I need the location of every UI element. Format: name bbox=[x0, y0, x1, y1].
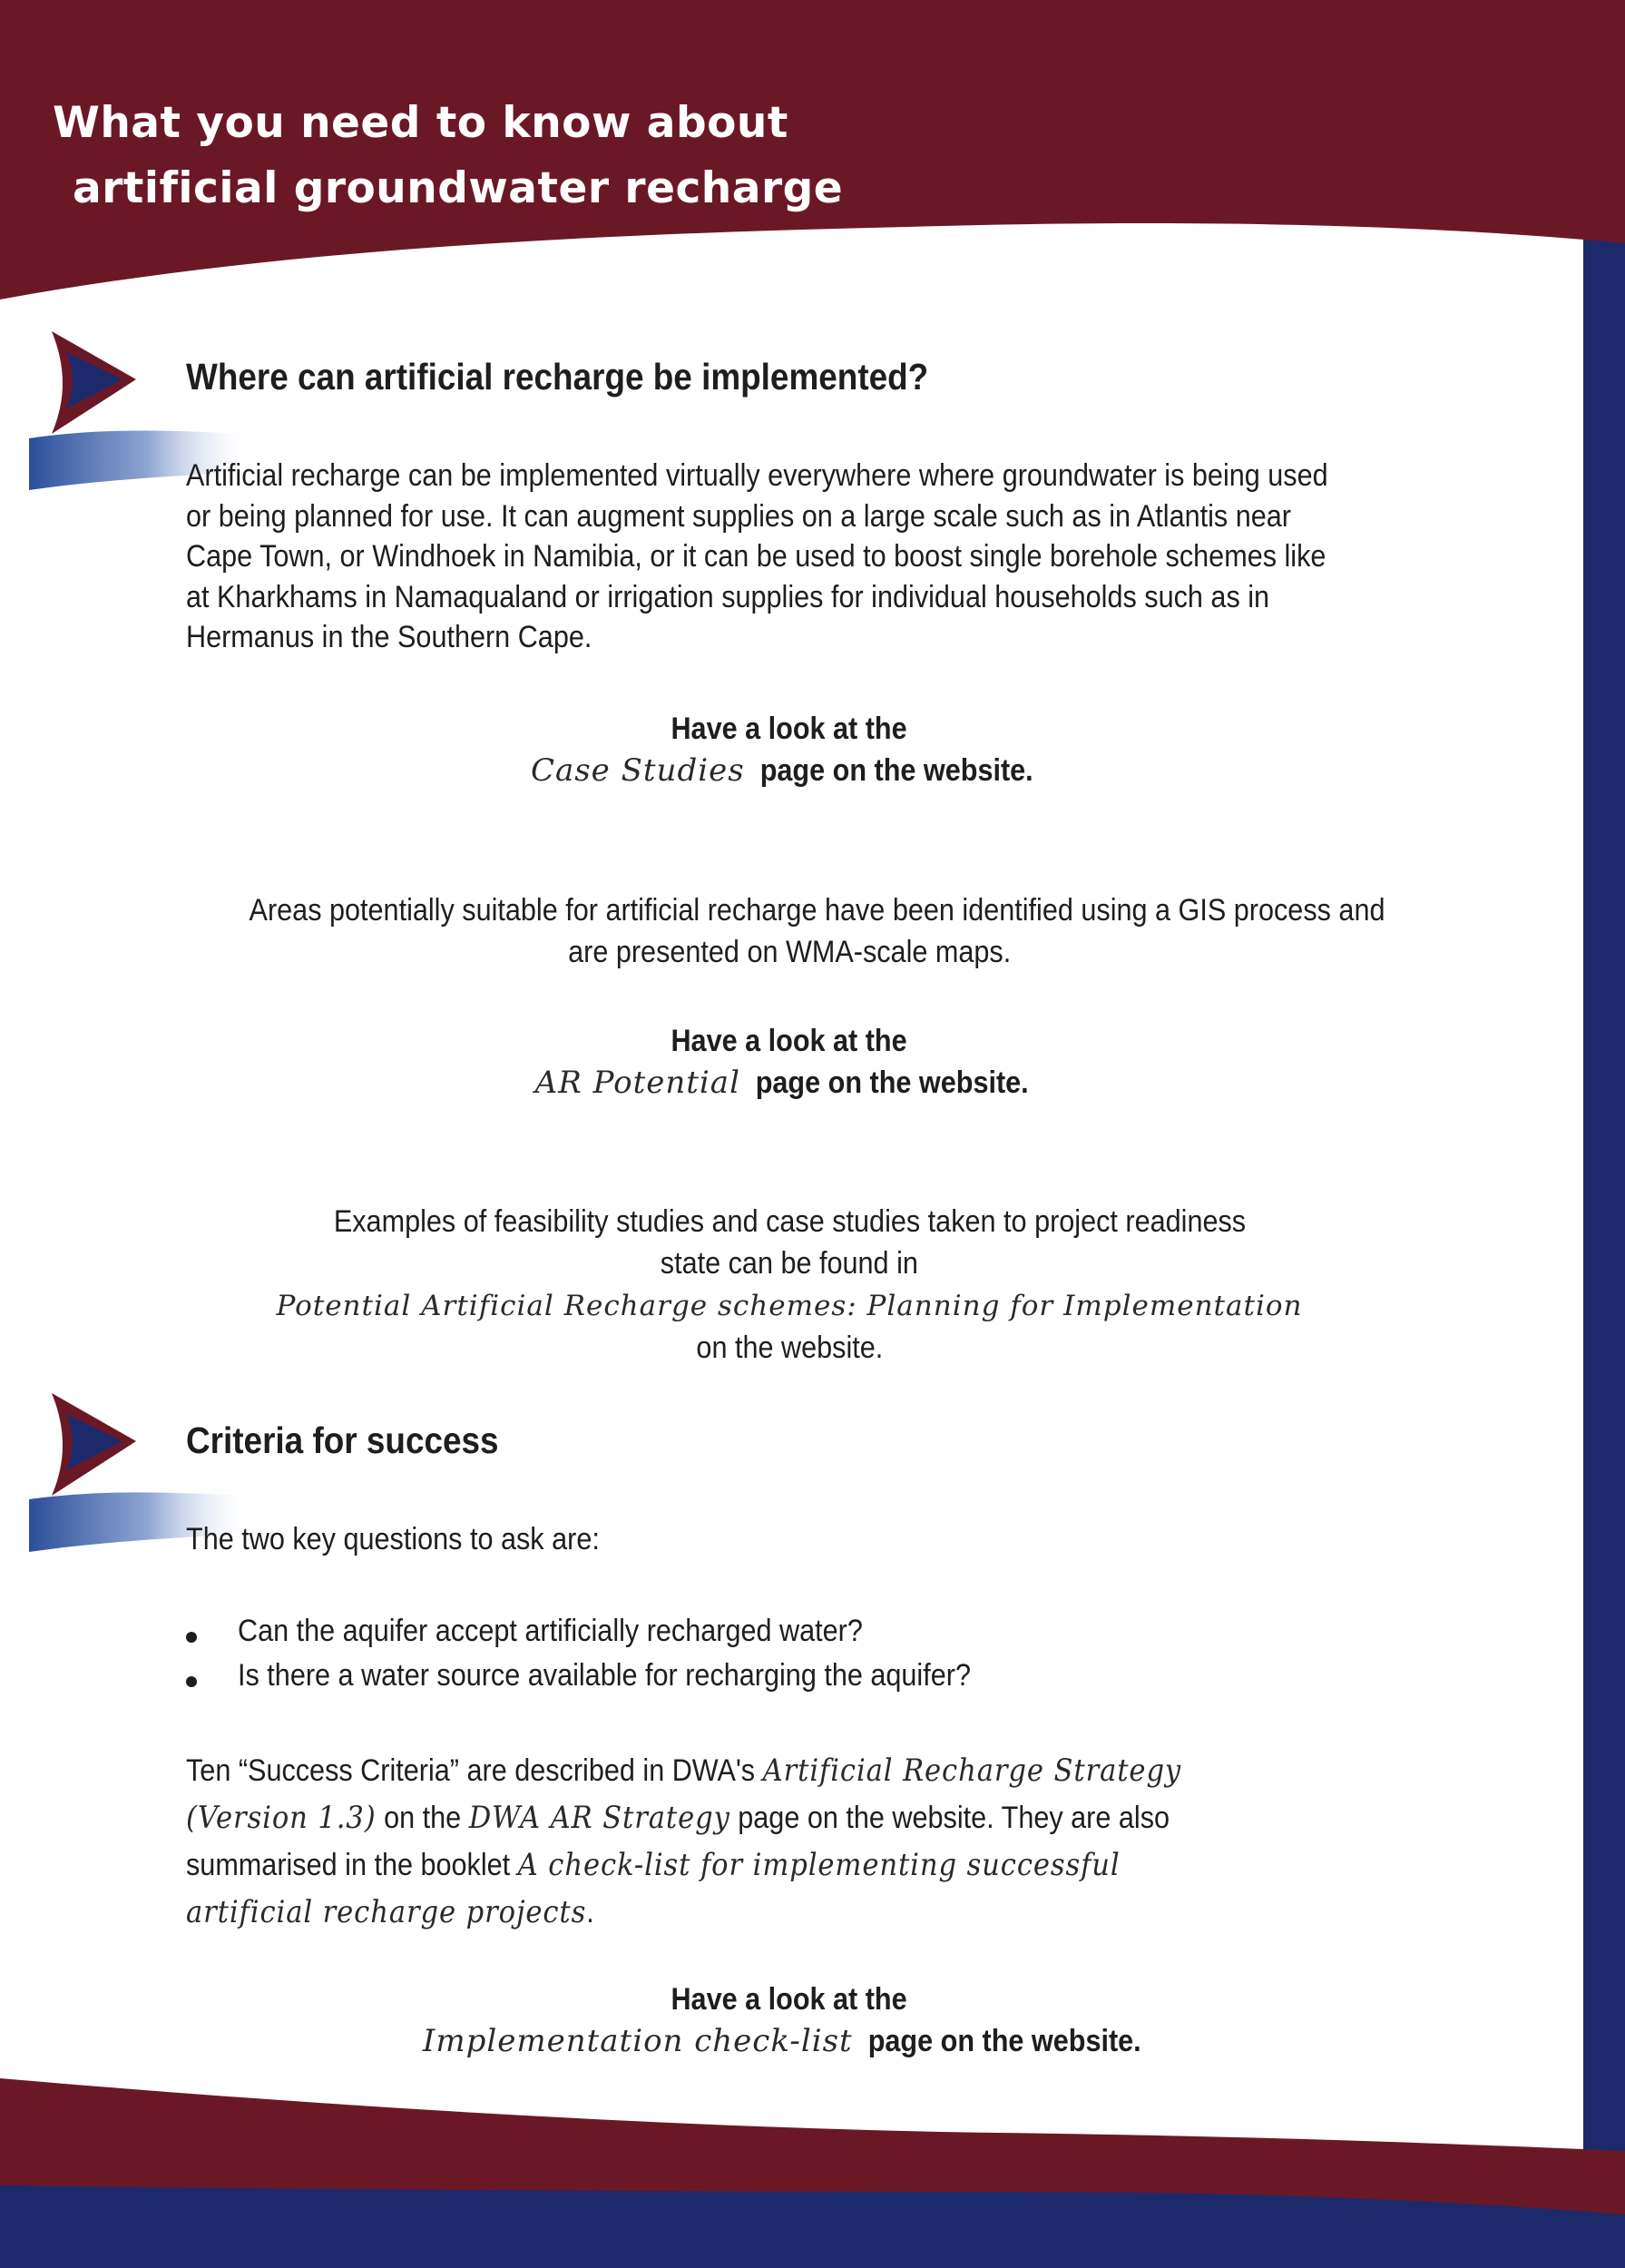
section2-triangle-arrow-icon bbox=[52, 1393, 136, 1496]
criteria-text-part: on the bbox=[376, 1801, 469, 1835]
callout-line: Have a look at the bbox=[671, 1024, 908, 1058]
page-title bbox=[53, 91, 843, 221]
section2-intro-wrap bbox=[186, 1519, 1393, 1560]
section1-paragraph-text bbox=[186, 456, 1395, 658]
callout-ar-potential bbox=[186, 1020, 1393, 1104]
paragraph-line: Hermanus in the Southern Cape. bbox=[186, 620, 592, 654]
callout-suffix: page on the website. bbox=[755, 1065, 1029, 1100]
criteria-text-part: summarised in the booklet bbox=[186, 1848, 518, 1882]
criteria-text-part: page on the website. They are also bbox=[729, 1801, 1170, 1835]
section1-heading: Where can artificial recharge be implemented? bbox=[186, 356, 929, 398]
examples-line2: state can be found in bbox=[660, 1246, 919, 1281]
examples-line4: on the website. bbox=[696, 1330, 883, 1365]
section2-intro: The two key questions to ask are: bbox=[186, 1522, 600, 1556]
list-item bbox=[186, 1654, 1393, 1698]
planning-for-implementation-link[interactable]: Potential Artificial Recharge schemes: Planning for Implementation bbox=[276, 1290, 1303, 1322]
callout-case-studies bbox=[186, 708, 1393, 791]
ar-strategy-title: Artificial Recharge Strategy bbox=[762, 1753, 1182, 1789]
dwa-ar-strategy-link[interactable]: DWA AR Strategy bbox=[468, 1800, 730, 1836]
paragraph-line: Cape Town, or Windhoek in Namibia, or it can be used to boost single borehole schemes like bbox=[186, 539, 1326, 574]
examples-line1: Examples of feasibility studies and case studies taken to project readiness bbox=[333, 1204, 1246, 1239]
list-item bbox=[186, 1609, 1393, 1654]
checklist-booklet-title-cont: artificial recharge projects bbox=[186, 1894, 587, 1930]
areas-paragraph bbox=[186, 889, 1393, 973]
section1-paragraph bbox=[186, 456, 1393, 658]
areas-line1: Areas potentially suitable for artificial recharge have been identified using a GIS process and bbox=[249, 893, 1385, 928]
section1-heading-wrap bbox=[186, 356, 1393, 398]
right-navy-band bbox=[1583, 227, 1625, 2268]
callout-suffix: page on the website. bbox=[867, 2024, 1141, 2058]
page-title-line2: artificial groundwater recharge bbox=[73, 163, 844, 213]
areas-line2: are presented on WMA-scale maps. bbox=[567, 935, 1012, 969]
section2-heading-wrap bbox=[186, 1419, 1393, 1462]
criteria-text-part: . bbox=[586, 1895, 594, 1929]
callout-suffix: page on the website. bbox=[759, 753, 1033, 788]
list-item-text: Is there a water source available for recharging the aquifer? bbox=[238, 1658, 971, 1693]
list-item-text: Can the aquifer accept artificially recharged water? bbox=[238, 1614, 863, 1648]
version-label: (Version 1.3) bbox=[186, 1800, 377, 1836]
callout-line: Have a look at the bbox=[671, 712, 908, 746]
section1-triangle-arrow-icon bbox=[52, 331, 136, 434]
criteria-text-part: Ten “Success Criteria” are described in DWA's bbox=[186, 1753, 763, 1788]
ar-potential-link[interactable]: AR Potential bbox=[534, 1065, 740, 1101]
paragraph-line: or being planned for use. It can augment supplies on a large scale such as in Atlantis near bbox=[186, 498, 1291, 534]
checklist-booklet-title: A check-list for implementing successful bbox=[517, 1847, 1121, 1883]
paragraph-line: at Kharkhams in Namaqualand or irrigation supplies for individual households such as in bbox=[186, 579, 1270, 614]
case-studies-link[interactable]: Case Studies bbox=[530, 752, 745, 789]
paragraph-line: Artificial recharge can be implemented virtually everywhere where groundwater is being used bbox=[186, 458, 1328, 493]
section2-heading: Criteria for success bbox=[186, 1419, 499, 1461]
key-questions-list bbox=[186, 1609, 1393, 1698]
callout-line: Have a look at the bbox=[671, 1982, 908, 2017]
callout-implementation-checklist bbox=[186, 1978, 1393, 2062]
criteria-text bbox=[186, 1747, 1395, 1936]
examples-paragraph bbox=[186, 1201, 1393, 1369]
implementation-checklist-link[interactable]: Implementation check-list bbox=[422, 2023, 853, 2059]
criteria-paragraph bbox=[186, 1747, 1393, 1936]
page-title-line1: What you need to know about bbox=[53, 98, 788, 148]
